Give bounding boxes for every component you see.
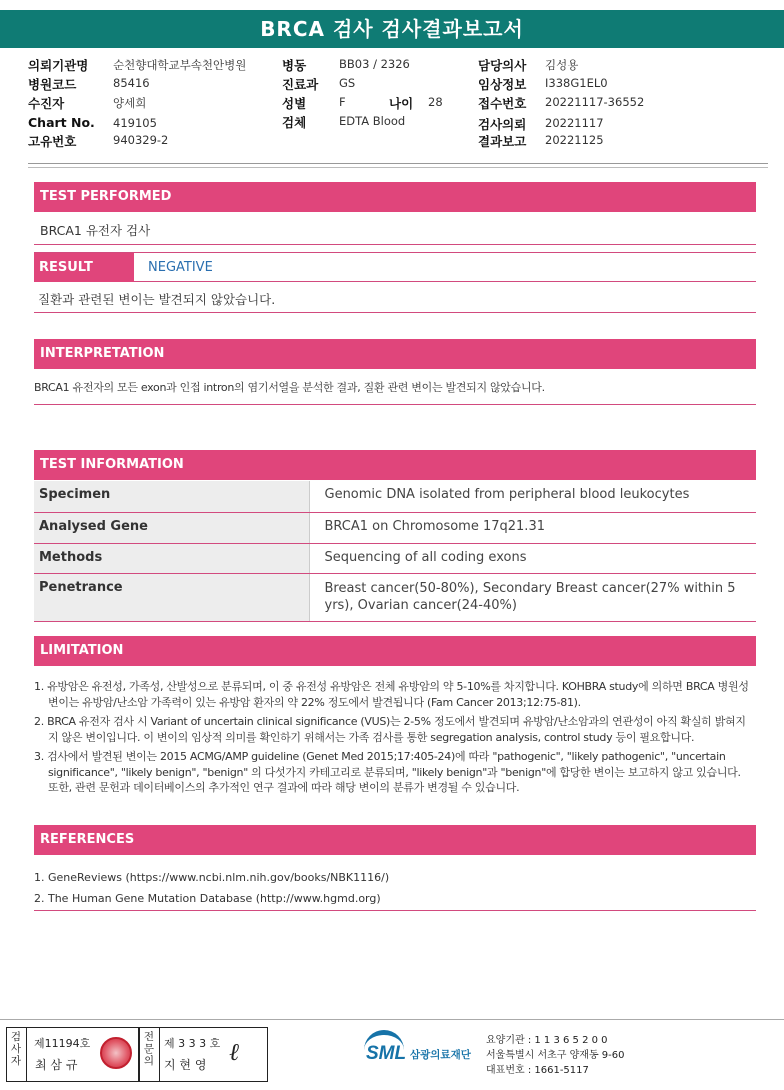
info-label: 임상정보: [478, 77, 527, 92]
info-value: 940329-2: [113, 133, 169, 147]
limitation-list: [34, 679, 754, 800]
list-item: 1. 유방암은 유전성, 가족성, 산발성으로 분류되며, 이 중 유전성 유방암은 전체 유방암의 약 5-10%를 차지합니다. KOHBRA study에 의하면 BRCA 병원성 변이는 유방암/난소암 가족력이 있는 유방암 환자의 약 22% 정도에서 발견됩니다 (Fam Cancer 2013;12:75-81).: [34, 680, 749, 709]
divider: [34, 404, 756, 405]
address: 서울특별시 서초구 양재동 9-60: [486, 1050, 625, 1061]
table-value: Sequencing of all coding exons: [309, 543, 756, 573]
table-row: [34, 481, 756, 512]
divider: [28, 163, 768, 164]
info-value: 20221117-36552: [545, 95, 645, 109]
list-item: 3. 검사에서 발견된 변이는 2015 ACMG/AMP guideline (Genet Med 2015;17:405-24)에 따라 "pathogenic", "likely pathogenic", "uncertain significance", "likely benign", "benign" 의 다섯가지 카테고리로 분류되며, "likely benign"과 "benign"에 합당한 변이는 보고하지 않고 있습니다. 또한, 관련 문헌과 데이터베이스의 추가적인 연구 결과에 따라 해당 변이의 분류가 변경될 수 있습니다.: [34, 750, 741, 794]
info-label: 수진자: [28, 96, 65, 111]
info-value: 28: [428, 95, 443, 109]
result-label: RESULT: [34, 253, 134, 282]
logo-mark: SML: [366, 1043, 407, 1064]
table-row: [34, 512, 756, 543]
interpretation-text: BRCA1 유전자의 모든 exon과 인접 intron의 염기서열을 분석한 결과, 질환 관련 변이는 발견되지 않았습니다.: [34, 381, 545, 394]
inspector-name: 최 삼 규: [35, 1058, 78, 1072]
info-label: 결과보고: [478, 134, 527, 149]
divider: [34, 910, 756, 911]
result-bar: [34, 252, 756, 282]
interpretation-heading: INTERPRETATION: [34, 339, 756, 369]
result-value: NEGATIVE: [148, 260, 213, 275]
info-label: 병동: [282, 58, 307, 73]
info-value: 419105: [113, 116, 157, 130]
signature-box: [6, 1027, 268, 1082]
footer-contact: [486, 1033, 625, 1078]
table-key: Analysed Gene: [34, 512, 309, 543]
signature: ℓ: [229, 1038, 239, 1066]
info-value: 양세희: [113, 96, 147, 110]
table-key: Methods: [34, 543, 309, 573]
references-heading: REFERENCES: [34, 825, 756, 855]
info-value: 순천향대학교부속천안병원: [113, 58, 247, 72]
sml-logo: [364, 1030, 484, 1070]
specialist-license: 제 3 3 3 호: [164, 1037, 221, 1050]
test-information-heading: TEST INFORMATION: [34, 450, 756, 480]
specialist-title: 전문의: [143, 1031, 155, 1067]
info-label: 담당의사: [478, 58, 527, 73]
table-key: Penetrance: [34, 573, 309, 621]
result-text: 질환과 관련된 변이는 발견되지 않았습니다.: [38, 292, 276, 307]
table-value: Breast cancer(50-80%), Secondary Breast cancer(27% within 5 yrs), Ovarian cancer(24-40%): [309, 573, 756, 621]
inspector-license: 제11194호: [34, 1037, 91, 1050]
info-value: 김성용: [545, 58, 579, 72]
info-value: 20221117: [545, 116, 604, 130]
official-seal: [100, 1037, 132, 1069]
info-label: 접수번호: [478, 96, 527, 111]
list-item: 2. The Human Gene Mutation Database (http://www.hgmd.org): [34, 892, 381, 905]
info-label: 병원코드: [28, 77, 77, 92]
table-value: BRCA1 on Chromosome 17q21.31: [309, 512, 756, 543]
references-list: [34, 867, 754, 909]
table-key: Specimen: [34, 481, 309, 512]
info-label: 검체: [282, 115, 307, 130]
info-label: 의뢰기관명: [28, 58, 89, 73]
table-value: Genomic DNA isolated from peripheral blood leukocytes: [309, 481, 756, 512]
report-title: BRCA 검사 검사결과보고서: [0, 10, 784, 48]
test-information-table: [34, 481, 756, 622]
inspector-title: 검사자: [10, 1031, 22, 1067]
info-value: F: [339, 95, 346, 109]
info-value: 20221125: [545, 133, 604, 147]
info-label: 진료과: [282, 77, 319, 92]
limitation-heading: LIMITATION: [34, 636, 756, 666]
divider: [28, 167, 768, 168]
divider: [34, 312, 756, 313]
info-value: I338G1EL0: [545, 76, 608, 90]
stamp-column: [138, 1028, 160, 1081]
info-label: 고유번호: [28, 134, 77, 149]
specialist-name: 지 현 영: [164, 1058, 207, 1072]
list-item: 1. GeneReviews (https://www.ncbi.nlm.nih.gov/books/NBK1116/): [34, 871, 390, 884]
info-value: EDTA Blood: [339, 114, 406, 128]
stamp-column: [7, 1028, 27, 1081]
info-value: 85416: [113, 76, 150, 90]
info-label: 성별: [282, 96, 307, 111]
info-value: GS: [339, 76, 356, 90]
test-performed-text: BRCA1 유전자 검사: [40, 223, 151, 238]
info-label: Chart No.: [28, 115, 95, 130]
test-performed-heading: TEST PERFORMED: [34, 182, 756, 212]
phone: 대표번호 : 1661-5117: [486, 1065, 589, 1076]
org-name: 삼광의료재단: [410, 1049, 471, 1061]
footer-rule: [0, 1019, 784, 1020]
table-row: [34, 573, 756, 621]
info-label: 검사의뢰: [478, 117, 527, 132]
table-row: [34, 543, 756, 573]
divider: [34, 244, 756, 245]
info-label: 나이: [389, 96, 414, 111]
info-value: BB03 / 2326: [339, 57, 410, 71]
care-code: 요양기관 : 1 1 3 6 5 2 0 0: [486, 1035, 608, 1046]
list-item: 2. BRCA 유전자 검사 시 Variant of uncertain clinical significance (VUS)는 2-5% 정도에서 발견되며 유방암/난소암과의 연관성이 아직 확실히 밝혀지지 않은 변이입니다. 이 변이의 임상적 의미를 확인하기 위해서는 가족 검사를 통한 segregation analysis, control study 등이 필요합니다.: [34, 715, 746, 744]
